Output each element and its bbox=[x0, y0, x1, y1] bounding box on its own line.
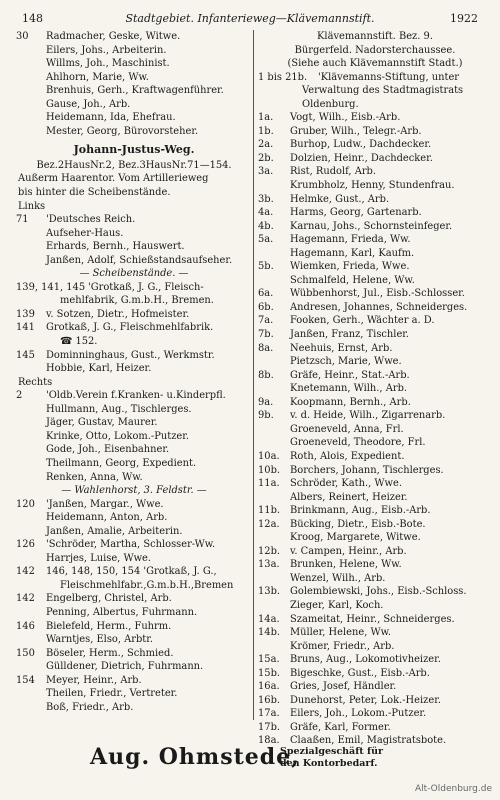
left-column bbox=[16, 30, 252, 714]
note-line: bis hinter die Scheibenstände. bbox=[18, 187, 171, 199]
directory-entry bbox=[258, 233, 492, 247]
directory-entry bbox=[16, 213, 252, 227]
directory-entry bbox=[16, 227, 252, 241]
resident-text: Boß, Friedr., Arb. bbox=[46, 701, 134, 713]
section-subheading: Klävemannstift. Bez. 9. bbox=[317, 31, 433, 42]
house-number: 8b. bbox=[258, 369, 274, 381]
directory-entry bbox=[258, 260, 492, 274]
house-number: 12b. bbox=[258, 545, 281, 557]
house-number: 145 bbox=[16, 349, 35, 361]
resident-text: Erhards, Bernh., Hauswert. bbox=[46, 241, 185, 253]
resident-text: 146, 148, 150, 154 'Grotkaß, J. G., bbox=[46, 566, 217, 578]
resident-text: Schröder, Kath., Wwe. bbox=[290, 478, 402, 490]
resident-text: Roth, Alois, Expedient. bbox=[290, 450, 405, 462]
house-number: 30 bbox=[16, 31, 29, 42]
section-heading: Johann-Justus-Weg. bbox=[73, 143, 195, 157]
resident-text: Hagemann, Karl, Kaufm. bbox=[290, 247, 415, 259]
directory-entry bbox=[258, 626, 492, 640]
house-number: 5a. bbox=[258, 234, 274, 246]
directory-entry bbox=[16, 592, 252, 606]
directory-entry bbox=[258, 301, 492, 315]
resident-text: Mester, Georg, Bürovorsteher. bbox=[46, 125, 199, 137]
house-number: 12a. bbox=[258, 518, 280, 530]
resident-text: Harrjes, Luise, Wwe. bbox=[46, 552, 152, 564]
house-number: 18a. bbox=[258, 735, 280, 747]
directory-entry bbox=[258, 179, 492, 193]
directory-entry bbox=[258, 477, 492, 491]
directory-entry bbox=[16, 281, 252, 295]
resident-text: Krumbholz, Henny, Stundenfrau. bbox=[290, 180, 455, 192]
house-number: 2 bbox=[16, 390, 23, 402]
house-number: 16a. bbox=[258, 681, 280, 693]
directory-entry bbox=[258, 274, 492, 288]
directory-entry bbox=[258, 423, 492, 437]
directory-entry bbox=[16, 294, 252, 308]
resident-text: Brenhuis, Gerh., Kraftwagenführer. bbox=[46, 85, 224, 97]
resident-text: Borchers, Johann, Tischlerges. bbox=[290, 464, 444, 476]
resident-text: Radmacher, Geske, Witwe. bbox=[46, 31, 181, 42]
directory-entry bbox=[258, 531, 492, 545]
directory-entry bbox=[16, 471, 252, 485]
directory-entry bbox=[16, 660, 252, 674]
directory-entry bbox=[258, 328, 492, 342]
house-number: 8a. bbox=[258, 342, 274, 354]
resident-text: Verwaltung des Stadtmagistrats bbox=[302, 85, 464, 97]
resident-text: Rist, Rudolf, Arb. bbox=[290, 166, 377, 178]
house-number: 7b. bbox=[258, 329, 274, 341]
resident-text: Bielefeld, Herm., Fuhrm. bbox=[46, 620, 172, 632]
note-line: Außerm Haarentor. Vom Artillerieweg bbox=[18, 173, 209, 185]
directory-entry bbox=[258, 71, 492, 85]
resident-text: 'Klävemanns-Stiftung, unter bbox=[318, 71, 460, 83]
resident-text: Groeneveld, Theodore, Frl. bbox=[290, 437, 426, 449]
directory-entry bbox=[16, 44, 252, 58]
directory-entry bbox=[258, 206, 492, 220]
right-column bbox=[258, 30, 492, 748]
page-number: 148 bbox=[22, 12, 43, 25]
house-number: 126 bbox=[16, 539, 35, 551]
resident-text: Dunehorst, Peter, Lok.-Heizer. bbox=[290, 694, 441, 706]
resident-text: Gause, Joh., Arb. bbox=[46, 98, 131, 110]
directory-entry bbox=[16, 98, 252, 112]
directory-entry bbox=[258, 369, 492, 383]
resident-text: Harms, Georg, Gartenarb. bbox=[290, 207, 422, 219]
directory-entry bbox=[16, 457, 252, 471]
house-number: 3a. bbox=[258, 166, 274, 178]
resident-text: 'Deutsches Reich. bbox=[46, 214, 136, 226]
resident-text: Dominninghaus, Gust., Werkmstr. bbox=[46, 349, 215, 361]
resident-text: v. d. Heide, Wilh., Zigarrenarb. bbox=[290, 410, 446, 422]
house-number: 13a. bbox=[258, 559, 280, 571]
resident-text: Knetemann, Wilh., Arb. bbox=[290, 383, 408, 395]
directory-entry bbox=[16, 335, 252, 349]
directory-entry bbox=[16, 389, 252, 403]
resident-text: Neehuis, Ernst, Arb. bbox=[290, 342, 393, 354]
resident-text: Brinkmann, Aug., Eisb.-Arb. bbox=[290, 505, 431, 517]
directory-entry bbox=[16, 362, 252, 376]
directory-entry bbox=[258, 694, 492, 708]
resident-text: Eilers, Joh., Lokom.-Putzer. bbox=[290, 708, 427, 720]
house-number: 13b. bbox=[258, 586, 281, 598]
resident-text: Gries, Josef, Händler. bbox=[290, 681, 397, 693]
resident-text: Wiemken, Frieda, Wwe. bbox=[290, 261, 410, 273]
section-subheading: Bez.2HausNr.2, Bez.3HausNr.71—154. bbox=[36, 159, 232, 171]
directory-entry bbox=[258, 355, 492, 369]
house-number: 150 bbox=[16, 647, 35, 659]
directory-entry bbox=[258, 287, 492, 301]
directory-entry bbox=[258, 165, 492, 179]
directory-entry bbox=[258, 342, 492, 356]
ad-company-name: Aug. Ohmstede, bbox=[90, 744, 300, 770]
directory-entry bbox=[258, 98, 492, 112]
resident-text: Krömer, Friedr., Arb. bbox=[290, 640, 395, 652]
directory-entry bbox=[258, 84, 492, 98]
directory-entry bbox=[258, 721, 492, 735]
resident-text: Claaßen, Emil, Magistratsbote. bbox=[290, 735, 447, 747]
directory-entry bbox=[258, 152, 492, 166]
directory-entry bbox=[16, 240, 252, 254]
directory-entry bbox=[258, 436, 492, 450]
directory-entry bbox=[258, 464, 492, 478]
resident-text: ☎ 152. bbox=[60, 336, 98, 348]
directory-entry bbox=[16, 552, 252, 566]
house-number: 17b. bbox=[258, 721, 281, 733]
house-number: 2b. bbox=[258, 152, 274, 164]
resident-text: Andresen, Johannes, Schneiderges. bbox=[290, 301, 468, 313]
directory-entry bbox=[258, 382, 492, 396]
resident-text: Koopmann, Bernh., Arb. bbox=[290, 396, 411, 408]
directory-entry bbox=[16, 321, 252, 335]
resident-text: Wübbenhorst, Jul., Eisb.-Schlosser. bbox=[290, 288, 465, 300]
house-number: 10a. bbox=[258, 450, 280, 462]
resident-text: Bigeschke, Gust., Eisb.-Arb. bbox=[290, 667, 430, 679]
directory-entry bbox=[16, 674, 252, 688]
section-subheading: Bürgerfeld. Nadorsterchaussee. bbox=[294, 44, 456, 56]
resident-text: mehlfabrik, G.m.b.H., Bremen. bbox=[60, 295, 214, 307]
resident-text: Pietzsch, Marie, Wwe. bbox=[290, 356, 402, 368]
house-number: 2a. bbox=[258, 139, 274, 151]
house-number: 120 bbox=[16, 498, 35, 510]
street-segment-heading: — Scheibenstände. — bbox=[79, 268, 189, 280]
resident-text: Dolzien, Heinr., Dachdecker. bbox=[290, 152, 433, 164]
house-number: 142 bbox=[16, 566, 35, 578]
directory-entry bbox=[258, 545, 492, 559]
resident-text: Theilen, Friedr., Vertreter. bbox=[46, 688, 178, 700]
house-number: 139, 141, 145 bbox=[16, 281, 86, 293]
directory-entry bbox=[258, 491, 492, 505]
house-number: 142 bbox=[16, 593, 35, 605]
resident-text: Gode, Joh., Eisenbahner. bbox=[46, 444, 170, 456]
resident-text: Zieger, Karl, Koch. bbox=[290, 599, 384, 611]
directory-entry bbox=[258, 680, 492, 694]
resident-text: Heidemann, Ida, Ehefrau. bbox=[46, 112, 176, 124]
house-number: 17a. bbox=[258, 708, 280, 720]
year: 1922 bbox=[450, 12, 478, 25]
directory-entry bbox=[258, 247, 492, 261]
resident-text: Janßen, Adolf, Schießstandsaufseher. bbox=[46, 254, 233, 266]
house-number: 1b. bbox=[258, 125, 274, 137]
house-number: 1a. bbox=[258, 112, 274, 124]
ad-tagline bbox=[280, 746, 383, 770]
directory-entry bbox=[258, 396, 492, 410]
directory-entry bbox=[16, 254, 252, 268]
resident-text: Eilers, Johs., Arbeiterin. bbox=[46, 44, 167, 56]
resident-text: Kroog, Margarete, Witwe. bbox=[290, 532, 421, 544]
resident-text: 'Oldb.Verein f.Kranken- u.Kinderpfl. bbox=[46, 390, 226, 402]
directory-entry bbox=[258, 558, 492, 572]
directory-entry bbox=[16, 606, 252, 620]
directory-entry bbox=[258, 707, 492, 721]
directory-entry bbox=[258, 599, 492, 613]
directory-entry bbox=[16, 620, 252, 634]
section-subheading: (Siehe auch Klävemannstift Stadt.) bbox=[287, 58, 463, 70]
resident-text: 'Janßen, Margar., Wwe. bbox=[46, 498, 164, 510]
directory-entry bbox=[16, 701, 252, 715]
directory-entry bbox=[16, 416, 252, 430]
house-number: 10b. bbox=[258, 464, 281, 476]
resident-text: Golembiewski, Johs., Eisb.-Schloss. bbox=[290, 586, 467, 598]
directory-entry bbox=[16, 349, 252, 363]
resident-text: Gruber, Wilh., Telegr.-Arb. bbox=[290, 125, 422, 137]
watermark: Alt-Oldenburg.de bbox=[414, 784, 492, 794]
resident-text: Gräfe, Heinr., Stat.-Arb. bbox=[290, 369, 410, 381]
resident-text: Gräfe, Karl, Former. bbox=[290, 721, 391, 733]
directory-entry bbox=[16, 633, 252, 647]
directory-entry bbox=[16, 525, 252, 539]
street-segment-heading: — Wahlenhorst, 3. Feldstr. — bbox=[61, 485, 207, 497]
directory-entry bbox=[258, 450, 492, 464]
ad-tagline-line1: Spezialgeschäft für bbox=[280, 746, 383, 757]
resident-text: Helmke, Gust., Arb. bbox=[290, 193, 390, 205]
house-number: 11b. bbox=[258, 505, 281, 517]
directory-entry bbox=[258, 409, 492, 423]
resident-text: Fooken, Gerh., Wächter a. D. bbox=[290, 315, 435, 327]
advertisement bbox=[90, 742, 420, 774]
directory-entry bbox=[16, 308, 252, 322]
resident-text: Penning, Albertus, Fuhrmann. bbox=[46, 606, 198, 618]
directory-entry bbox=[258, 111, 492, 125]
house-number: 9b. bbox=[258, 410, 274, 422]
resident-text: Böseler, Herm., Schmied. bbox=[46, 647, 174, 659]
resident-text: v. Campen, Heinr., Arb. bbox=[290, 545, 407, 557]
resident-text: Meyer, Heinr., Arb. bbox=[46, 674, 142, 686]
house-number: 6b. bbox=[258, 301, 274, 313]
directory-entry bbox=[16, 71, 252, 85]
directory-entry bbox=[258, 518, 492, 532]
directory-entry bbox=[16, 403, 252, 417]
resident-text: Hullmann, Aug., Tischlerges. bbox=[46, 403, 192, 415]
resident-text: 'Grotkaß, J. G., Fleisch- bbox=[88, 281, 204, 293]
note-line: Links bbox=[18, 200, 46, 212]
resident-text: Szameitat, Heinr., Schneiderges. bbox=[290, 613, 455, 625]
directory-entry bbox=[258, 193, 492, 207]
resident-text: Burhop, Ludw., Dachdecker. bbox=[290, 139, 432, 151]
resident-text: Karnau, Johs., Schornsteinfeger. bbox=[290, 220, 453, 232]
directory-entry bbox=[16, 443, 252, 457]
directory-entry bbox=[16, 579, 252, 593]
directory-entry bbox=[258, 585, 492, 599]
resident-text: Warntjes, Elso, Arbtr. bbox=[46, 634, 154, 646]
directory-entry bbox=[16, 565, 252, 579]
directory-entry bbox=[16, 111, 252, 125]
column-divider bbox=[253, 30, 254, 720]
directory-entry bbox=[16, 647, 252, 661]
house-number: 14b. bbox=[258, 627, 281, 639]
resident-text: Ahlhorn, Marie, Ww. bbox=[46, 71, 149, 83]
resident-text: Engelberg, Christel, Arb. bbox=[46, 593, 172, 605]
directory-entry bbox=[16, 30, 252, 44]
directory-entry bbox=[258, 138, 492, 152]
directory-entry bbox=[258, 640, 492, 654]
house-number: 154 bbox=[16, 674, 35, 686]
house-number: 15b. bbox=[258, 667, 281, 679]
directory-entry bbox=[16, 84, 252, 98]
resident-text: Hobbie, Karl, Heizer. bbox=[46, 363, 152, 375]
house-number: 139 bbox=[16, 308, 35, 320]
page-header bbox=[22, 12, 478, 28]
directory-entry bbox=[258, 572, 492, 586]
resident-text: Willms, Joh., Maschinist. bbox=[46, 58, 170, 70]
resident-text: Groeneveld, Anna, Frl. bbox=[290, 423, 404, 435]
directory-entry bbox=[16, 687, 252, 701]
resident-text: Fleischmehlfabr.,G.m.b.H.,Bremen bbox=[60, 579, 234, 591]
directory-entry bbox=[16, 125, 252, 139]
resident-text: Renken, Anna, Ww. bbox=[46, 471, 143, 483]
note-line: Rechts bbox=[18, 376, 53, 388]
house-number: 5b. bbox=[258, 261, 274, 273]
house-number: 6a. bbox=[258, 288, 274, 300]
house-number: 146 bbox=[16, 620, 35, 632]
resident-text: Krinke, Otto, Lokom.-Putzer. bbox=[46, 430, 190, 442]
resident-text: Heidemann, Anton, Arb. bbox=[46, 512, 168, 524]
resident-text: 'Schröder, Martha, Schlosser-Ww. bbox=[46, 539, 216, 551]
directory-entry bbox=[258, 220, 492, 234]
running-title: Stadtgebiet. Infanterieweg—Klävemannstift. bbox=[125, 12, 375, 25]
resident-text: Brunken, Helene, Ww. bbox=[290, 559, 402, 571]
directory-entry bbox=[16, 511, 252, 525]
resident-text: Gülldener, Dietrich, Fuhrmann. bbox=[46, 661, 204, 673]
house-number: 141 bbox=[16, 322, 35, 334]
resident-text: Vogt, Wilh., Eisb.-Arb. bbox=[290, 112, 401, 124]
house-number: 11a. bbox=[258, 478, 280, 490]
directory-entry bbox=[258, 613, 492, 627]
resident-text: Müller, Helene, Ww. bbox=[290, 627, 392, 639]
directory-entry bbox=[258, 667, 492, 681]
directory-entry bbox=[258, 125, 492, 139]
directory-entry bbox=[16, 498, 252, 512]
resident-text: Albers, Reinert, Heizer. bbox=[290, 491, 408, 503]
directory-entry bbox=[258, 314, 492, 328]
house-number: 9a. bbox=[258, 396, 274, 408]
resident-text: Wenzel, Wilh., Arb. bbox=[290, 572, 386, 584]
ad-tagline-line2: den Kontorbedarf. bbox=[280, 758, 378, 769]
resident-text: Aufseher-Haus. bbox=[46, 227, 124, 239]
resident-text: Grotkaß, J. G., Fleischmehlfabrik. bbox=[46, 322, 214, 334]
directory-entry bbox=[16, 430, 252, 444]
house-number: 7a. bbox=[258, 315, 274, 327]
resident-text: Schmalfeld, Helene, Ww. bbox=[290, 274, 415, 286]
resident-text: Bruns, Aug., Lokomotivheizer. bbox=[290, 654, 441, 666]
resident-text: v. Sotzen, Dietr., Hofmeister. bbox=[46, 308, 190, 320]
resident-text: Hagemann, Frieda, Ww. bbox=[290, 234, 411, 246]
resident-text: Janßen, Amalie, Arbeiterin. bbox=[46, 525, 183, 537]
house-number: 3b. bbox=[258, 193, 274, 205]
house-number: 1 bis 21b. bbox=[258, 71, 308, 83]
house-number: 16b. bbox=[258, 694, 281, 706]
house-number: 15a. bbox=[258, 654, 280, 666]
resident-text: Bücking, Dietr., Eisb.-Bote. bbox=[290, 518, 426, 530]
directory-entry bbox=[16, 57, 252, 71]
house-number: 4a. bbox=[258, 207, 274, 219]
house-number: 14a. bbox=[258, 613, 280, 625]
directory-entry bbox=[258, 653, 492, 667]
directory-entry bbox=[258, 504, 492, 518]
house-number: 71 bbox=[16, 214, 29, 226]
house-number: 4b. bbox=[258, 220, 274, 232]
resident-text: Oldenburg. bbox=[302, 98, 359, 110]
resident-text: Janßen, Franz, Tischler. bbox=[290, 329, 410, 341]
resident-text: Theilmann, Georg, Expedient. bbox=[46, 457, 197, 469]
directory-entry bbox=[16, 538, 252, 552]
resident-text: Jäger, Gustav, Maurer. bbox=[46, 417, 158, 429]
